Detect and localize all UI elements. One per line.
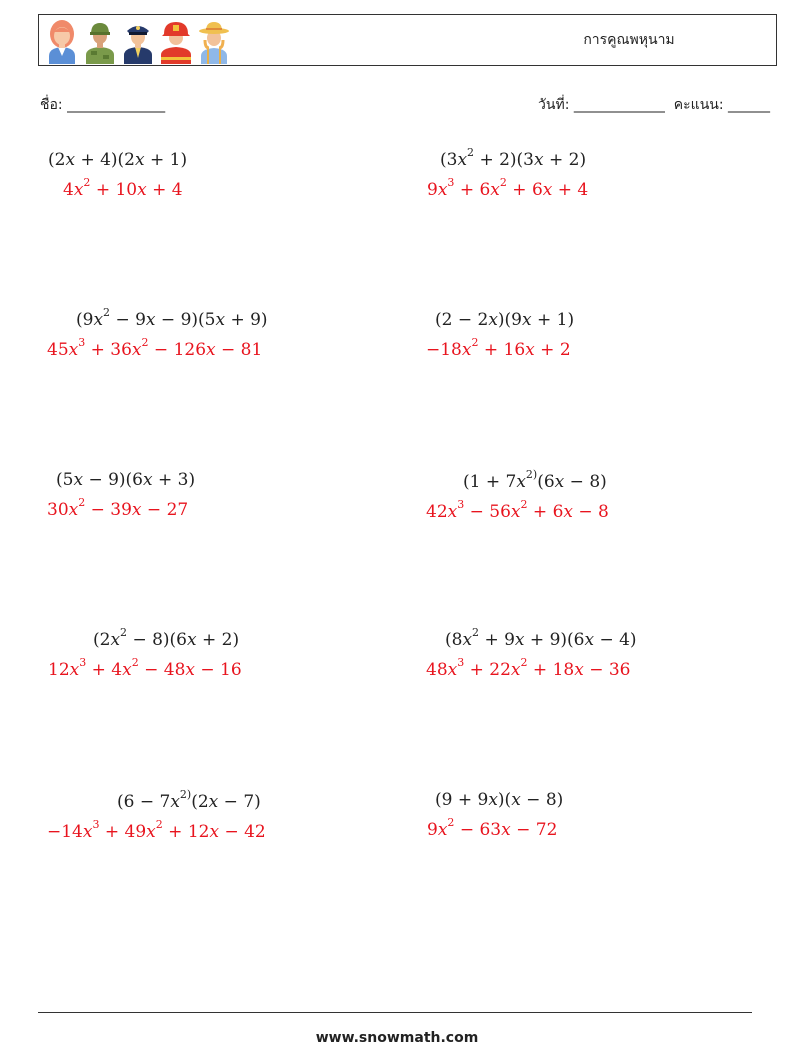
score-blank: ______ [728, 97, 770, 113]
name-label: ชื่อ: [40, 97, 63, 113]
score-label: คะแนน: [673, 97, 724, 113]
problem-2-question: $(3x^2 + 2)(3x + 2)$ [440, 146, 587, 170]
problem-2-answer: $9x^3 + 6x^2 + 6x + 4$ [427, 176, 589, 200]
avatar-strip [45, 18, 231, 64]
problem-5-answer: $30x^2 - 39x - 27$ [47, 496, 189, 520]
worksheet-header [38, 14, 777, 66]
problem-3-question: $(9x^2 - 9x - 9)(5x + 9)$ [76, 306, 268, 330]
problem-8-answer: $48x^3 + 22x^2 + 18x - 36$ [426, 656, 631, 680]
date-label: วันที่: [538, 97, 570, 113]
problem-4-question: (2 − 2x)(9x + 1) [435, 310, 575, 330]
problem-1-answer: $4x^2 + 10x + 4$ [63, 176, 183, 200]
footer-site-url[interactable]: www.snowmath.com [315, 1030, 479, 1046]
footer-divider [38, 1012, 752, 1013]
soldier-icon [83, 18, 117, 64]
problem-6-answer: $42x^3 - 56x^2 + 6x - 8$ [426, 498, 609, 522]
problem-5-question: (5x − 9)(6x + 3) [56, 470, 196, 490]
date-blank: _____________ [573, 97, 665, 113]
problem-10-question: (9 + 9x)(x − 8) [435, 790, 564, 810]
worksheet-title: การคูณพหุนาม [583, 32, 675, 48]
problem-6-question: ($1 + 7x^{2)}(6x - 8)$ [463, 468, 607, 492]
problem-7-answer: $12x^3 + 4x^2 - 48x - 16$ [48, 656, 242, 680]
problem-9-answer: $-14x^3 + 49x^2 + 12x - 42$ [47, 818, 266, 842]
date-score-line [538, 94, 770, 116]
problem-9-question: ($6 - 7x^{2)}(2x - 7)$ [117, 788, 261, 812]
problem-7-question: $(2x^2 - 8)(6x + 2)$ [93, 626, 240, 650]
name-line [40, 94, 165, 116]
problem-1-question: (2x + 4)(2x + 1) [48, 150, 188, 170]
problem-3-answer: $45x^3 + 36x^2 - 126x - 81$ [47, 336, 263, 360]
problem-8-question: $(8x^2 + 9x + 9)(6x - 4)$ [445, 626, 637, 650]
farmer-woman-icon [197, 18, 231, 64]
problem-4-answer: $-18x^2 + 16x + 2$ [426, 336, 571, 360]
police-officer-icon [121, 18, 155, 64]
firefighter-icon [159, 18, 193, 64]
problem-10-answer: $9x^2 - 63x - 72$ [427, 816, 558, 840]
name-blank: ______________ [67, 97, 166, 113]
woman-office-icon [45, 18, 79, 64]
